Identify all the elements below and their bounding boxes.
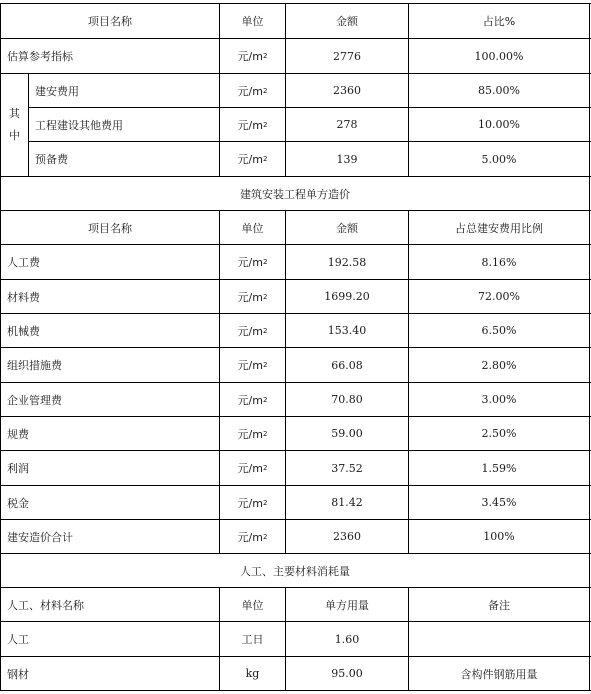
header-unit: 单位	[241, 221, 264, 235]
row-amount: 192.58	[327, 255, 367, 269]
row-unit: 元/m 2	[237, 324, 268, 338]
row-amount: 139	[336, 152, 358, 166]
row-name: 组织措施费	[7, 359, 62, 372]
section-title: 建筑安装工程单方造价	[240, 187, 350, 201]
header-item-name: 项目名称	[88, 15, 132, 28]
rule	[0, 690, 591, 691]
row-unit: 元/m 2	[237, 496, 268, 510]
row-amount: 66.08	[331, 358, 363, 372]
row-note	[409, 622, 589, 656]
row-name: 企业管理费	[7, 393, 62, 407]
header-unit: 单位	[241, 15, 264, 28]
row-amount: 70.80	[331, 393, 363, 406]
row-unit: 元/m 2	[237, 462, 268, 475]
row-unit: 元/m 2	[237, 256, 268, 269]
row-name: 钢材	[7, 667, 29, 681]
row-share: 3.45%	[481, 496, 517, 509]
header-item-name: 项目名称	[88, 221, 132, 235]
row-unit: 工日	[241, 633, 264, 646]
header-share: 占比%	[482, 15, 516, 28]
row-name: 利润	[7, 462, 29, 475]
row-share: 8.16%	[481, 255, 517, 269]
group-label	[1, 74, 28, 176]
row-amount: 81.42	[331, 496, 363, 509]
row-share: 10.00%	[478, 118, 520, 131]
row-name: 建安费用	[35, 84, 79, 98]
row-amount: 1699.20	[324, 290, 370, 303]
row-amount: 153.40	[327, 324, 367, 337]
row-name: 材料费	[7, 290, 40, 304]
header-amount: 金额	[336, 221, 358, 235]
row-unit: 元/m 2	[237, 393, 268, 407]
group-label-char: 中	[9, 129, 20, 142]
row-amount: 278	[336, 118, 358, 131]
rule	[589, 3, 590, 691]
group-label-char: 其	[9, 107, 20, 120]
row-amount: 37.52	[331, 461, 363, 475]
row-amount: 2360	[333, 530, 361, 543]
row-unit: 元/m 2	[237, 50, 268, 63]
row-quantity: 1.60	[334, 632, 360, 646]
row-amount: 2360	[333, 84, 361, 97]
row-name: 规费	[7, 427, 29, 441]
header-note: 备注	[488, 598, 510, 612]
row-amount: 59.00	[331, 427, 363, 440]
row-share: 100.00%	[474, 49, 524, 63]
row-name: 人工费	[7, 256, 40, 269]
section-title: 人工、主要材料消耗量	[240, 564, 350, 578]
row-unit: 元/m 2	[237, 153, 268, 166]
row-share: 6.50%	[481, 324, 517, 337]
header-item-name: 人工、材料名称	[7, 598, 84, 612]
row-share: 2.80%	[481, 358, 517, 372]
row-share: 1.59%	[481, 461, 517, 475]
row-name: 人工	[7, 633, 29, 646]
row-quantity: 95.00	[331, 667, 363, 680]
row-share: 72.00%	[478, 290, 520, 303]
row-unit: 元/m 2	[237, 359, 268, 372]
row-share: 2.50%	[481, 427, 517, 440]
row-share: 3.00%	[481, 393, 517, 406]
row-unit: 元/m 2	[237, 530, 268, 544]
row-name: 税金	[7, 496, 29, 510]
row-share: 85.00%	[478, 84, 520, 97]
header-quantity: 单方用量	[325, 598, 369, 612]
row-amount: 2776	[333, 49, 361, 63]
row-unit: 元/m 2	[237, 118, 268, 132]
header-share: 占总建安费用比例	[455, 221, 543, 235]
header-amount: 金额	[336, 15, 358, 28]
row-share: 100%	[483, 530, 515, 543]
row-name: 机械费	[7, 324, 40, 338]
row-name: 预备费	[35, 153, 68, 166]
row-unit: 元/m 2	[237, 427, 268, 441]
row-note: 含构件钢筋用量	[460, 667, 538, 681]
header-unit: 单位	[241, 598, 264, 612]
row-name: 估算参考指标	[7, 50, 73, 63]
row-unit: kg	[245, 667, 260, 680]
row-name: 工程建设其他费用	[35, 118, 123, 132]
row-unit: 元/m 2	[237, 84, 268, 98]
row-unit: 元/m 2	[237, 290, 268, 304]
row-share: 5.00%	[481, 152, 517, 166]
row-name: 建安造价合计	[7, 530, 73, 544]
